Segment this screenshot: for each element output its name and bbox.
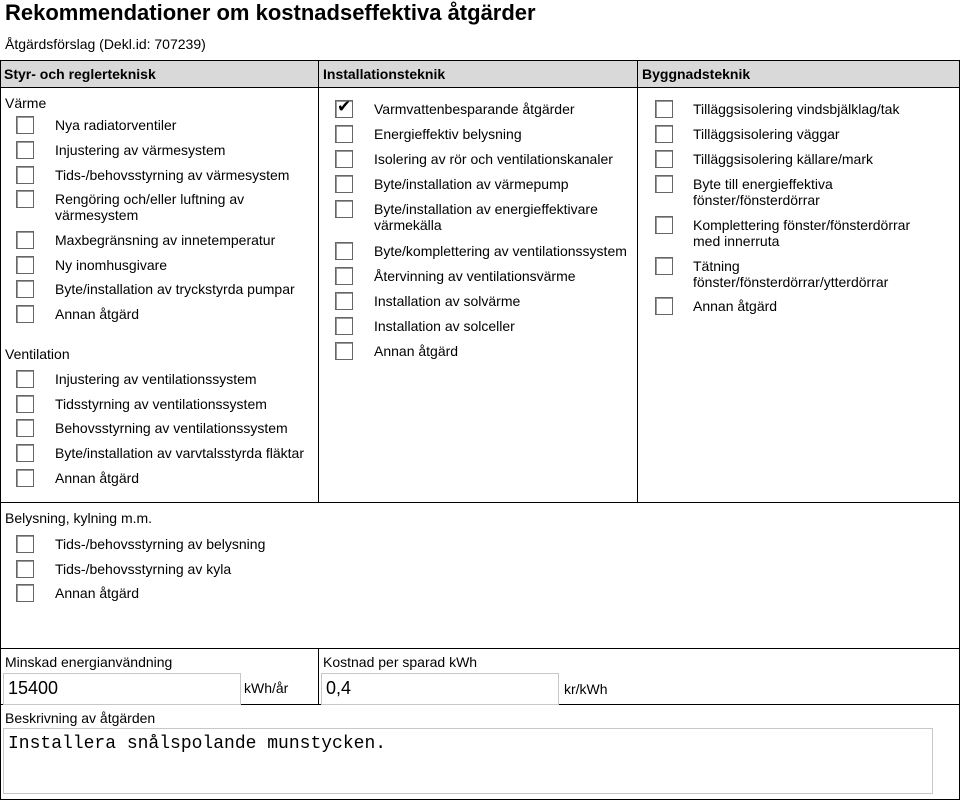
cost-input[interactable]: 0,4 [321, 673, 559, 705]
column-header-styr: Styr- och reglerteknisk [0, 60, 318, 88]
checkbox-label: Byte/installation av energieffektivare värmekälla [374, 201, 598, 233]
column-header-installation: Installationsteknik [319, 60, 637, 88]
checkbox-label: Tilläggsisolering vindsbjälklag/tak [693, 101, 900, 117]
checkbox-label: Annan åtgärd [55, 585, 140, 601]
checkbox[interactable] [16, 231, 34, 249]
column-divider-2 [637, 60, 638, 502]
checkbox[interactable] [16, 395, 34, 413]
checkbox[interactable] [16, 190, 34, 208]
checkbox-label: Rengöring och/eller luftning av värmesystem [55, 191, 245, 223]
checkmark-icon: ✔ [337, 97, 352, 116]
cost-unit: kr/kWh [564, 681, 608, 697]
section-title-varme: Värme [5, 95, 47, 111]
divider-bottom [0, 648, 960, 649]
checkbox[interactable] [655, 216, 673, 234]
checkbox-label: Annan åtgärd [55, 306, 140, 322]
checkbox[interactable] [16, 469, 34, 487]
checkbox[interactable] [335, 150, 353, 168]
checkbox[interactable] [655, 175, 673, 193]
checkbox-label: Byte till energieffektiva fönster/fönsterdörrar [693, 176, 833, 208]
border-left [0, 60, 1, 800]
energy-label: Minskad energianvändning [5, 654, 173, 670]
checkbox[interactable] [16, 256, 34, 274]
checkbox-label: Behovsstyrning av ventilationssystem [55, 420, 288, 436]
description-label: Beskrivning av åtgärden [5, 710, 156, 726]
checkbox[interactable] [655, 125, 673, 143]
cost-label: Kostnad per sparad kWh [323, 654, 478, 670]
section-title-belysning: Belysning, kylning m.m. [5, 510, 153, 526]
checkbox[interactable] [16, 280, 34, 298]
checkbox-label: Byte/installation av värmepump [374, 176, 569, 192]
checkbox-label: Tätning fönster/fönsterdörrar/ytterdörrar [693, 258, 889, 290]
checkbox-label: Annan åtgärd [374, 343, 459, 359]
checkbox[interactable] [655, 150, 673, 168]
checkbox-label: Byte/installation av tryckstyrda pumpar [55, 281, 295, 297]
checkbox[interactable] [335, 125, 353, 143]
page-title: Rekommendationer om kostnadseffektiva åtgärder [5, 0, 536, 25]
checkbox-label: Tidsstyrning av ventilationssystem [55, 396, 267, 412]
checkbox-label: Injustering av ventilationssystem [55, 371, 257, 387]
checkbox[interactable] [335, 97, 353, 118]
checkbox[interactable] [655, 257, 673, 275]
checkbox-label: Maxbegränsning av innetemperatur [55, 232, 276, 248]
checkbox-label: Isolering av rör och ventilationskanaler [374, 151, 613, 167]
checkbox[interactable] [16, 419, 34, 437]
checkbox[interactable] [16, 166, 34, 184]
checkbox-label: Nya radiatorventiler [55, 117, 177, 133]
checkbox[interactable] [335, 267, 353, 285]
checkbox[interactable] [335, 200, 353, 218]
checkbox-label: Energieffektiv belysning [374, 126, 522, 142]
energy-input[interactable]: 15400 [3, 673, 241, 705]
checkbox[interactable] [16, 141, 34, 159]
checkbox-label: Injustering av värmesystem [55, 142, 226, 158]
checkbox[interactable] [16, 560, 34, 578]
checkbox-label: Installation av solceller [374, 318, 515, 334]
checkbox[interactable] [335, 292, 353, 310]
checkbox[interactable] [335, 317, 353, 335]
checkbox[interactable] [335, 175, 353, 193]
divider-bel [0, 502, 960, 503]
checkbox[interactable] [655, 100, 673, 118]
checkbox[interactable] [16, 305, 34, 323]
checkbox[interactable] [335, 342, 353, 360]
checkbox[interactable] [335, 242, 353, 260]
checkbox[interactable] [655, 297, 673, 315]
checkbox-label: Ny inomhusgivare [55, 257, 168, 273]
energy-unit: kWh/år [244, 680, 289, 696]
checkbox-label: Byte/komplettering av ventilationssystem [374, 243, 627, 259]
checkbox-label: Tids-/behovsstyrning av värmesystem [55, 167, 290, 183]
checkbox-label: Tids-/behovsstyrning av belysning [55, 536, 266, 552]
checkbox-label: Installation av solvärme [374, 293, 521, 309]
bottom-column-divider [318, 648, 319, 704]
column-header-bygg: Byggnadsteknik [638, 60, 960, 88]
checkbox-label: Återvinning av ventilationsvärme [374, 268, 576, 284]
checkbox-label: Tids-/behovsstyrning av kyla [55, 561, 232, 577]
checkbox-label: Annan åtgärd [55, 470, 140, 486]
checkbox-label: Tilläggsisolering källare/mark [693, 151, 873, 167]
checkbox[interactable] [16, 444, 34, 462]
description-textarea[interactable]: Installera snålspolande munstycken. [3, 728, 933, 794]
checkbox-label: Varmvattenbesparande åtgärder [374, 101, 575, 117]
checkbox[interactable] [16, 584, 34, 602]
page-subtitle: Åtgärdsförslag (Dekl.id: 707239) [5, 36, 206, 52]
checkbox[interactable] [16, 370, 34, 388]
checkbox[interactable] [16, 116, 34, 134]
column-divider-1 [318, 60, 319, 502]
checkbox-label: Tilläggsisolering väggar [693, 126, 840, 142]
checkbox-label: Annan åtgärd [693, 298, 778, 314]
section-title-ventilation: Ventilation [5, 346, 70, 362]
checkbox-label: Komplettering fönster/fönsterdörrar med innerruta [693, 217, 911, 249]
checkbox-label: Byte/installation av varvtalsstyrda fläktar [55, 445, 304, 461]
checkbox[interactable] [16, 535, 34, 553]
